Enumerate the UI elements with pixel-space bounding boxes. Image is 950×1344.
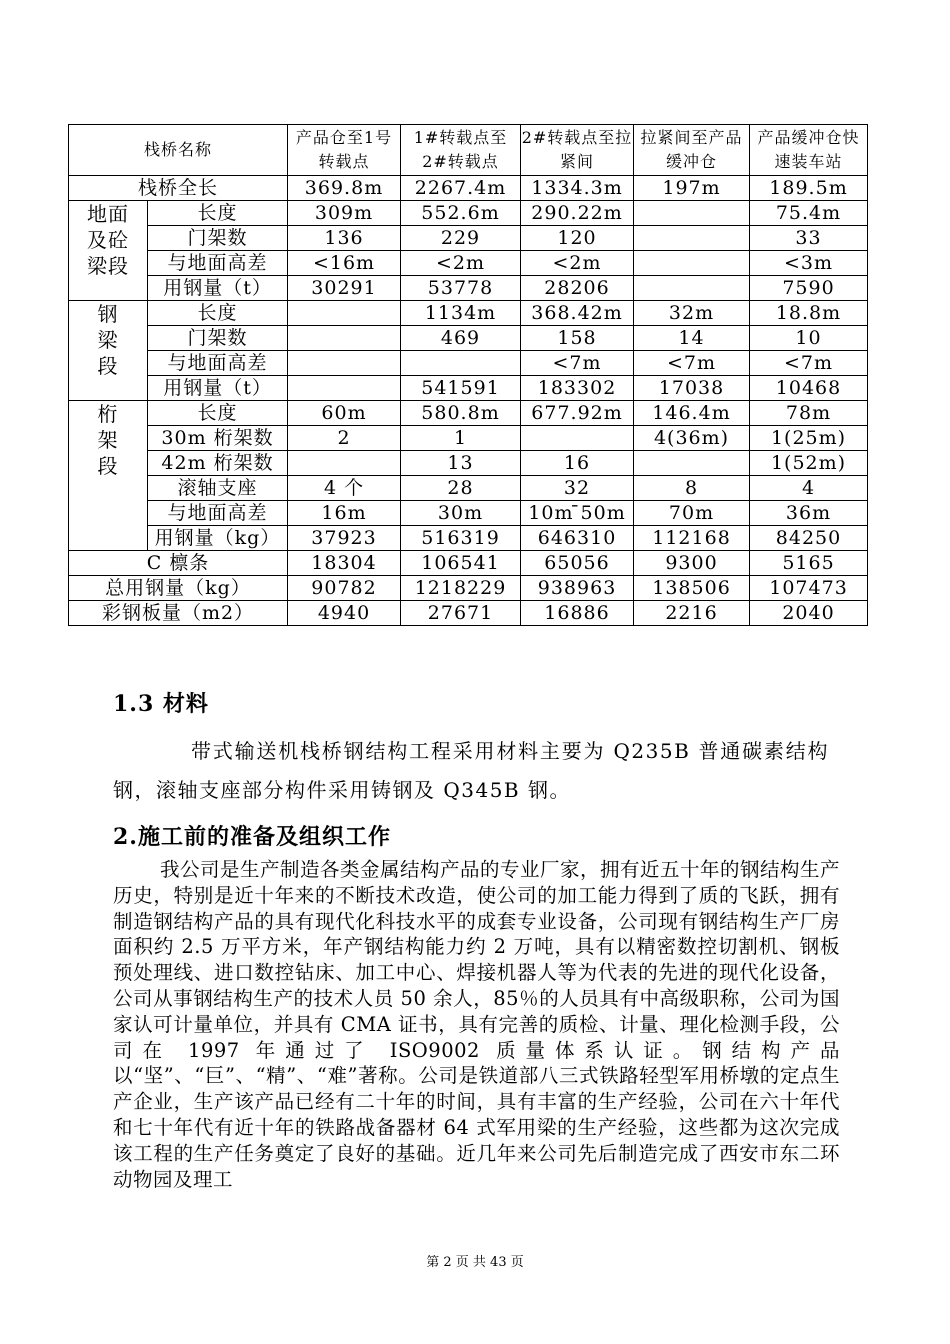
c-purlin-row-value: 5165: [750, 551, 868, 576]
total-steel-row-value: 107473: [750, 576, 868, 601]
ground-section-row-value: 290.22m: [521, 201, 634, 226]
truss-section-row-value: 70m: [634, 501, 750, 526]
truss-section-row-value: 32: [521, 476, 634, 501]
ground-section-row-label: 门架数: [148, 226, 288, 251]
total-length-row-value: 197m: [634, 176, 750, 201]
ground-section-row-label: 长度: [148, 201, 288, 226]
truss-section-row-value: 4 个: [288, 476, 401, 501]
truss-section-row-value: [288, 451, 401, 476]
ground-section-group-label: [69, 201, 148, 301]
ground-section-row-value: <16m: [288, 251, 401, 276]
total-length-row-value: 369.8m: [288, 176, 401, 201]
total-steel-row-value: 1218229: [401, 576, 521, 601]
steel-beam-section-row-value: [288, 301, 401, 326]
truss-section-row-value: 2: [288, 426, 401, 451]
truss-section-row-value: 13: [401, 451, 521, 476]
color-steel-row-value: 2216: [634, 601, 750, 626]
truss-section-row-label: 用钢量（kg）: [148, 526, 288, 551]
section-2-body: 我公司是生产制造各类金属结构产品的专业厂家，拥有近五十年的钢结构生产历史，特别是近十年来的不断技术改造，使公司的加工能力得到了质的飞跃，拥有制造钢结构产品的具有现代化科技水平的成套专业设备，公司现有钢结构生产厂房面积约 2.5 万平方米，年产钢结构能力约 2 万吨，具有以精密数控切割机、钢板预处理线、进口数控钻床、加工中心、焊接机器人等为代表的先进的现代化设备，公司从事钢结构生产的技术人员 50 余人，85％的人员具有中高级职称，公司为国家认可计量单位，并具有 CMA 证书，具有完善的质检、计量、理化检测手段，公司在 1997 年通过了 ISO9002 质量体系认证。钢结构产品以“坚”、“巨”、“精”、“难”著称。公司是铁道部八三式铁路轻型军用桥墩的定点生产企业，生产该产品已经有二十年的时间，具有丰富的生产经验，公司在六十年代和七十年代有近十年的铁路战备器材 64 式军用梁的生产经验，这些都为这次完成该工程的生产任务奠定了良好的基础。近几年来公司先后制造完成了西安市东二环动物园及理工: [113, 858, 841, 1191]
truss-section-row-label: 42m 桁架数: [148, 451, 288, 476]
truss-section-row-value: [634, 451, 750, 476]
steel-beam-section-group-label: [69, 301, 148, 401]
truss-section-row-label: 滚轴支座: [148, 476, 288, 501]
steel-beam-section-row-value: <7m: [634, 351, 750, 376]
truss-section-row: [69, 476, 868, 501]
truss-section-row-value: 28: [401, 476, 521, 501]
steel-beam-section-row-value: 1134m: [401, 301, 521, 326]
steel-beam-section-row-value: 14: [634, 326, 750, 351]
total-length-row-value: 1334.3m: [521, 176, 634, 201]
steel-beam-section-row-value: 32m: [634, 301, 750, 326]
truss-section-row-value: [521, 426, 634, 451]
c-purlin-row-value: 18304: [288, 551, 401, 576]
total-steel-row-value: 938963: [521, 576, 634, 601]
ground-section-group-line: 及砼: [87, 228, 129, 252]
truss-section-row-value: 146.4m: [634, 401, 750, 426]
steel-beam-section-row: [69, 376, 868, 401]
steel-beam-section-row-value: 368.42m: [521, 301, 634, 326]
truss-section-row-value: 16m: [288, 501, 401, 526]
ground-section-row: [69, 226, 868, 251]
steel-beam-section-row: [69, 301, 868, 326]
steel-beam-section-row-value: 17038: [634, 376, 750, 401]
total-length-row-value: 2267.4m: [401, 176, 521, 201]
truss-section-row-value: 78m: [750, 401, 868, 426]
truss-section-row-value: 36m: [750, 501, 868, 526]
truss-section-row: [69, 501, 868, 526]
c-purlin-row-label: C 檩条: [69, 551, 288, 576]
ground-section-row-value: 229: [401, 226, 521, 251]
steel-beam-section-row-value: <7m: [750, 351, 868, 376]
c-purlin-row-value: 9300: [634, 551, 750, 576]
ground-section-row-value: <2m: [521, 251, 634, 276]
section-2-title: 2.施工前的准备及组织工作: [113, 824, 391, 850]
header-col: 产品仓至1号转载点: [288, 125, 401, 176]
ground-section-row-value: 120: [521, 226, 634, 251]
truss-section-row: [69, 401, 868, 426]
truss-section-row: [69, 526, 868, 551]
ground-section-row-value: 136: [288, 226, 401, 251]
total-steel-row: [69, 576, 868, 601]
truss-section-group-line: 架: [97, 428, 119, 452]
steel-beam-section-row-value: [288, 351, 401, 376]
truss-section-group-line: 段: [97, 454, 119, 478]
header-col: 2#转载点至拉紧间: [521, 125, 634, 176]
page-footer: 第 2 页 共 43 页: [426, 1255, 524, 1270]
steel-beam-section-row-value: [288, 326, 401, 351]
color-steel-row-label: 彩钢板量（m2）: [69, 601, 288, 626]
steel-beam-section-row-label: 长度: [148, 301, 288, 326]
ground-section-row-value: [634, 226, 750, 251]
truss-section-row-label: 长度: [148, 401, 288, 426]
ground-section-row-value: 309m: [288, 201, 401, 226]
truss-section-row: [69, 426, 868, 451]
truss-section-row-value: 1: [401, 426, 521, 451]
ground-section-group-line: 梁段: [87, 254, 129, 278]
ground-section-row-value: 28206: [521, 276, 634, 301]
steel-beam-section-row: [69, 326, 868, 351]
ground-section-row-value: 33: [750, 226, 868, 251]
total-steel-row-value: 90782: [288, 576, 401, 601]
table-header-row: [69, 125, 868, 176]
truss-section-row-value: 580.8m: [401, 401, 521, 426]
steel-beam-section-row-value: [288, 376, 401, 401]
truss-section-row-value: 112168: [634, 526, 750, 551]
ground-section-row-value: 7590: [750, 276, 868, 301]
header-name-label: 栈桥名称: [69, 125, 288, 176]
ground-section-row-value: [634, 276, 750, 301]
truss-section-row-label: 与地面高差: [148, 501, 288, 526]
truss-section-row-value: 4(36m): [634, 426, 750, 451]
truss-section-row-value: 646310: [521, 526, 634, 551]
color-steel-row: [69, 601, 868, 626]
ground-section-row-value: <2m: [401, 251, 521, 276]
ground-section-row-value: 53778: [401, 276, 521, 301]
total-length-row: [69, 176, 868, 201]
truss-section-row-value: 8: [634, 476, 750, 501]
truss-section-row-value: 4: [750, 476, 868, 501]
ground-section-row-value: 552.6m: [401, 201, 521, 226]
steel-beam-section-row-value: 158: [521, 326, 634, 351]
ground-section-row: [69, 276, 868, 301]
c-purlin-row-value: 65056: [521, 551, 634, 576]
total-steel-row-label: 总用钢量（kg）: [69, 576, 288, 601]
steel-beam-section-row-value: [401, 351, 521, 376]
color-steel-row-value: 2040: [750, 601, 868, 626]
ground-section-row-value: 75.4m: [750, 201, 868, 226]
steel-beam-section-row-value: <7m: [521, 351, 634, 376]
header-col: 产品缓冲仓快速装车站: [750, 125, 868, 176]
truss-section-group-line: 桁: [97, 402, 119, 426]
ground-section-group-line: 地面: [87, 202, 129, 226]
truss-section-row-value: 30m: [401, 501, 521, 526]
steel-beam-section-row-value: 541591: [401, 376, 521, 401]
section-1-3-title: 1.3 材料: [113, 691, 209, 717]
section-1-3-body: 带式输送机栈桥钢结构工程采用材料主要为 Q235B 普通碳素结构钢，滚轴支座部分构件采用铸钢及 Q345B 钢。: [113, 739, 829, 802]
c-purlin-row: [69, 551, 868, 576]
steel-beam-section-row-value: 10: [750, 326, 868, 351]
steel-beam-section-row-value: 18.8m: [750, 301, 868, 326]
truss-section-row-value: 84250: [750, 526, 868, 551]
steel-beam-section-group-line: 段: [97, 354, 119, 378]
truss-section-group-label: [69, 401, 148, 551]
header-col: 1#转载点至2#转载点: [401, 125, 521, 176]
truss-section-row-value: 60m: [288, 401, 401, 426]
ground-section-row-label: 与地面高差: [148, 251, 288, 276]
steel-beam-section-group-line: 钢: [97, 302, 119, 326]
steel-trestle-spec-table: [68, 124, 868, 626]
steel-beam-section-row-label: 与地面高差: [148, 351, 288, 376]
c-purlin-row-value: 106541: [401, 551, 521, 576]
header-col: 拉紧间至产品缓冲仓: [634, 125, 750, 176]
truss-section-row-value: 10m ̄50m: [521, 501, 634, 526]
steel-beam-section-group-line: 梁: [97, 328, 119, 352]
steel-beam-section-row-label: 门架数: [148, 326, 288, 351]
truss-section-row-value: 16: [521, 451, 634, 476]
color-steel-row-value: 27671: [401, 601, 521, 626]
truss-section-row-value: 37923: [288, 526, 401, 551]
truss-section-row-value: 677.92m: [521, 401, 634, 426]
color-steel-row-value: 4940: [288, 601, 401, 626]
steel-beam-section-row: [69, 351, 868, 376]
ground-section-row: [69, 201, 868, 226]
ground-section-row-label: 用钢量（t）: [148, 276, 288, 301]
truss-section-row: [69, 451, 868, 476]
steel-beam-section-row-value: 183302: [521, 376, 634, 401]
truss-section-row-value: 516319: [401, 526, 521, 551]
steel-beam-section-row-value: 10468: [750, 376, 868, 401]
total-length-row-label: 栈桥全长: [69, 176, 288, 201]
ground-section-row-value: [634, 251, 750, 276]
truss-section-row-value: 1(52m): [750, 451, 868, 476]
total-length-row-value: 189.5m: [750, 176, 868, 201]
total-steel-row-value: 138506: [634, 576, 750, 601]
ground-section-row-value: [634, 201, 750, 226]
truss-section-row-value: 1(25m): [750, 426, 868, 451]
color-steel-row-value: 16886: [521, 601, 634, 626]
steel-beam-section-row-label: 用钢量（t）: [148, 376, 288, 401]
ground-section-row: [69, 251, 868, 276]
truss-section-row-label: 30m 桁架数: [148, 426, 288, 451]
ground-section-row-value: <3m: [750, 251, 868, 276]
steel-beam-section-row-value: 469: [401, 326, 521, 351]
ground-section-row-value: 30291: [288, 276, 401, 301]
